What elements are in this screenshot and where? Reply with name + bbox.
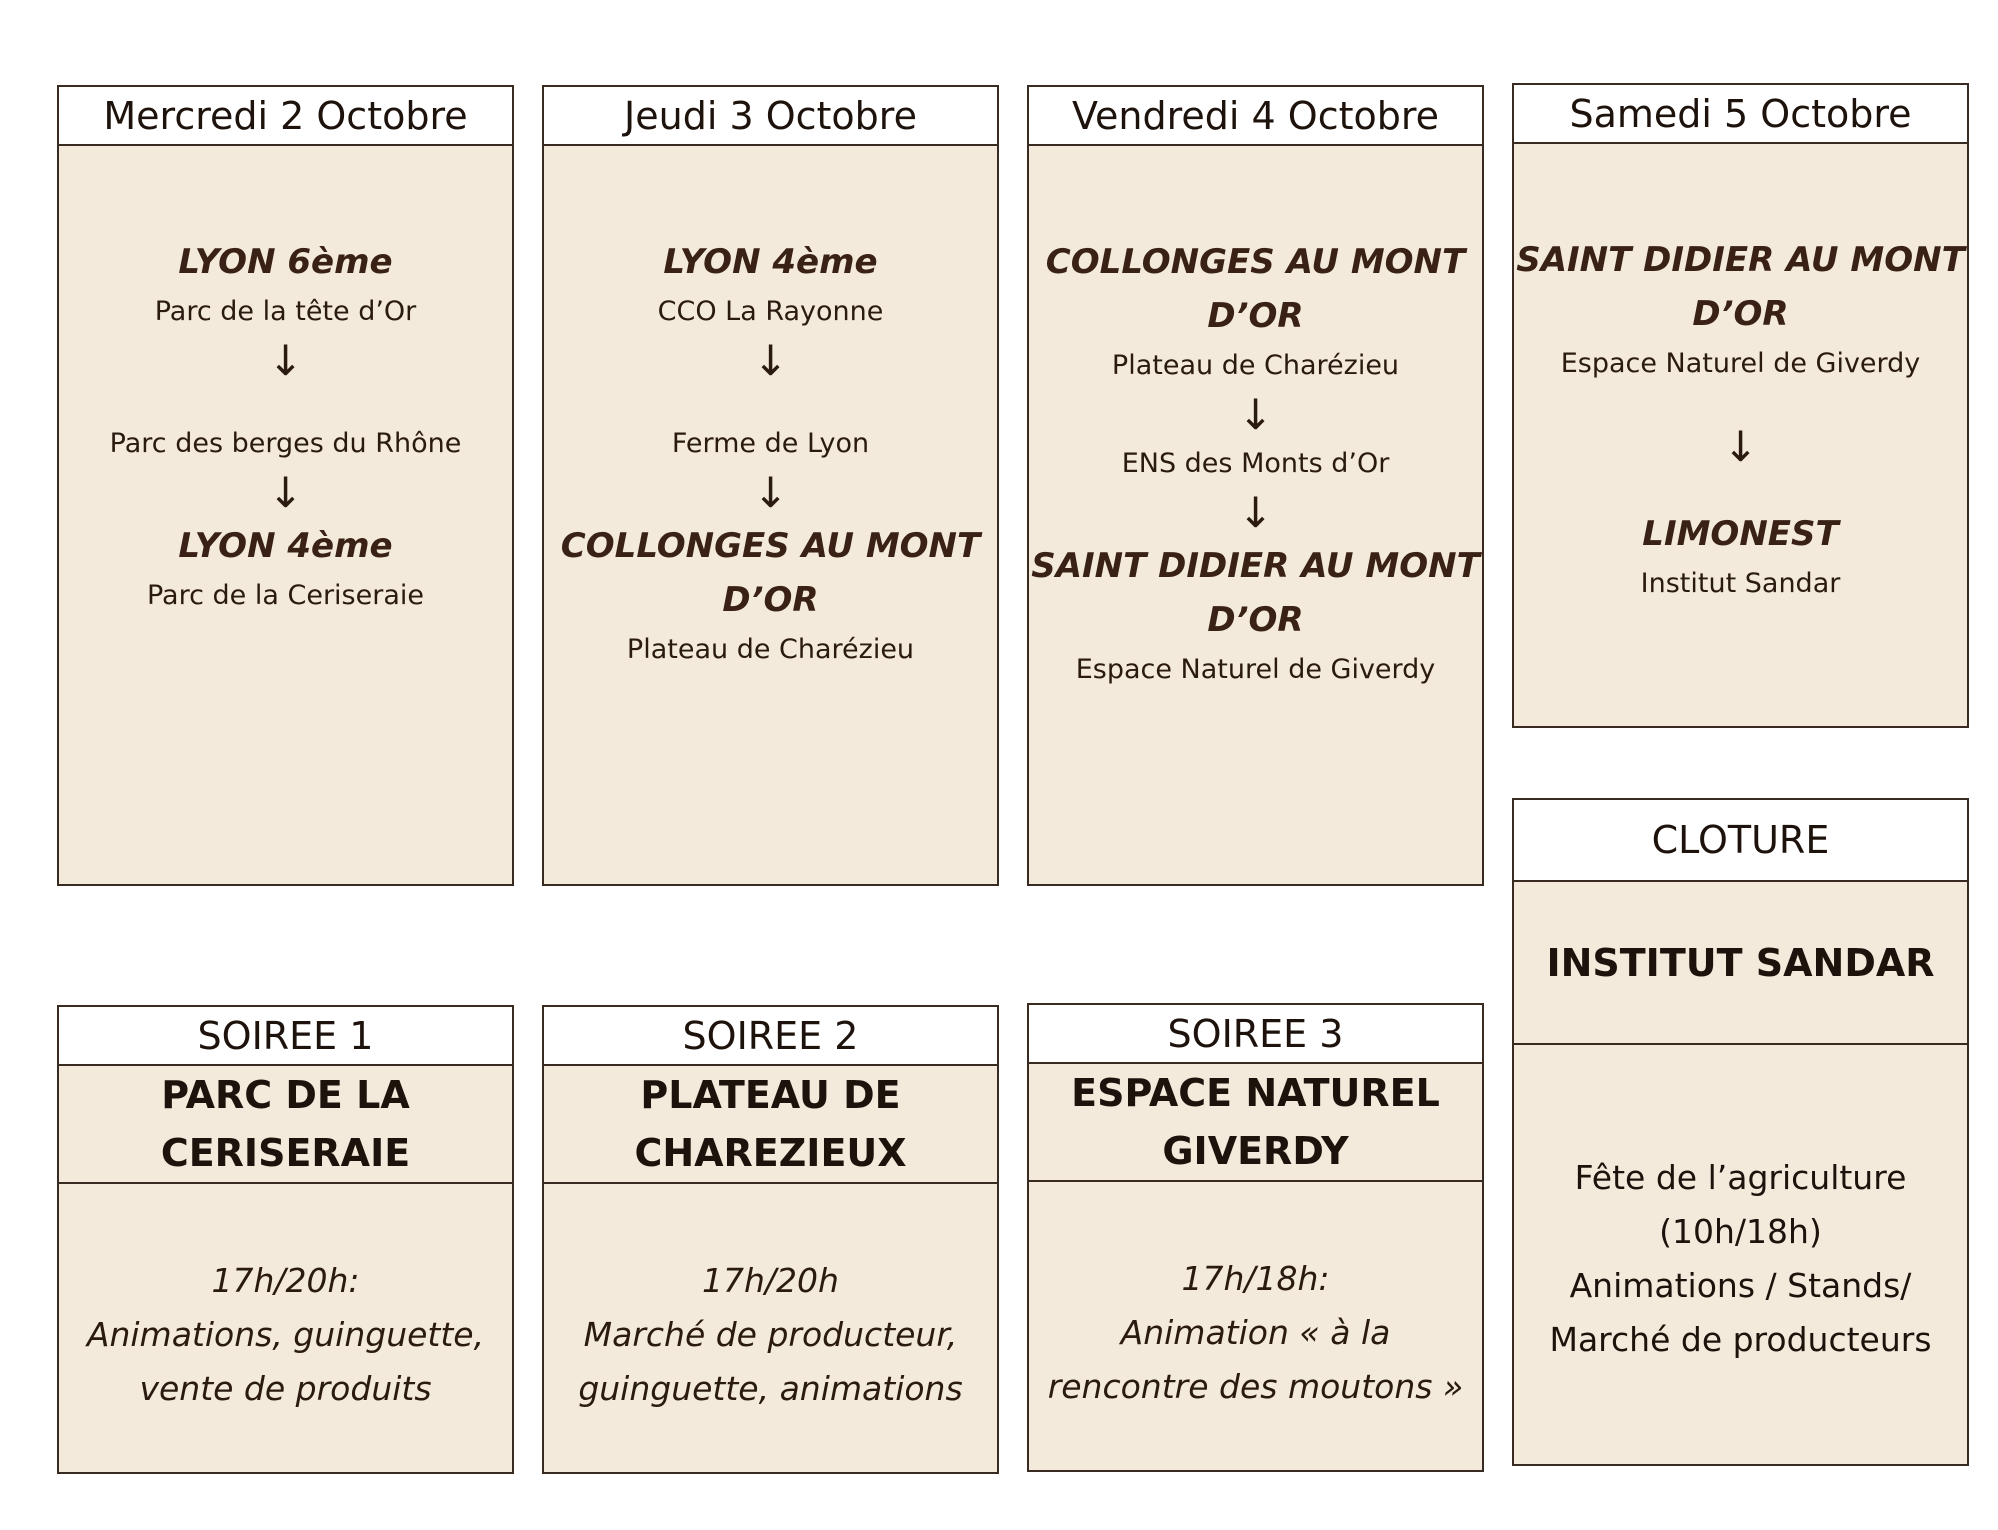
place-name: Parc de la Ceriseraie <box>146 580 424 611</box>
soiree-details <box>1029 1252 1482 1414</box>
arrow-down-icon: ↓ <box>1237 488 1274 537</box>
place-name: Parc de la tête d’Or <box>154 296 417 327</box>
soiree-header: SOIREE 1 <box>59 1007 512 1066</box>
city-name: LYON 6ème <box>178 242 393 282</box>
city-name: SAINT DIDIER AU MONT <box>1516 240 1965 280</box>
day-header: Samedi 5 Octobre <box>1514 85 1967 144</box>
city-name: COLLONGES AU MONT <box>560 526 981 566</box>
arrow-down-icon: ↓ <box>752 336 789 385</box>
arrow-down-icon: ↓ <box>267 468 304 517</box>
venue-line: CERISERAIE <box>160 1131 411 1175</box>
spacer <box>1514 473 1967 507</box>
soiree-details <box>59 1254 512 1416</box>
cloture-details <box>1514 1151 1967 1367</box>
itinerary <box>1514 233 1967 607</box>
soiree-activity: Animations, guinguette, <box>86 1315 485 1354</box>
place-name: ENS des Monts d’Or <box>1121 448 1390 479</box>
soiree-header: SOIREE 3 <box>1029 1005 1482 1064</box>
spacer <box>59 387 512 421</box>
itinerary <box>544 235 997 673</box>
soiree-card-1 <box>57 1005 514 1474</box>
venue-line: PARC DE LA <box>161 1073 410 1117</box>
soiree-venue <box>544 1066 997 1184</box>
soiree-activity: vente de produits <box>139 1369 432 1408</box>
arrow-down-icon: ↓ <box>1237 390 1274 439</box>
place-name: Institut Sandar <box>1640 568 1841 599</box>
venue-line: PLATEAU DE <box>640 1073 901 1117</box>
city-name: LYON 4ème <box>663 242 878 282</box>
soiree-time: 17h/18h: <box>1181 1259 1330 1298</box>
arrow-down-icon: ↓ <box>752 468 789 517</box>
cloture-line: Animations / Stands/ <box>1569 1266 1912 1305</box>
soiree-header: SOIREE 2 <box>544 1007 997 1066</box>
cloture-line: Fête de l’agriculture <box>1574 1158 1907 1197</box>
cloture-venue: INSTITUT SANDAR <box>1514 882 1967 1045</box>
soiree-activity: guinguette, animations <box>578 1369 963 1408</box>
place-name: Espace Naturel de Giverdy <box>1560 348 1921 379</box>
soiree-activity: Animation « à la <box>1120 1313 1391 1352</box>
city-name: D’OR <box>1692 294 1789 334</box>
soiree-card-2 <box>542 1005 999 1474</box>
cloture-line: (10h/18h) <box>1659 1212 1822 1251</box>
spacer <box>544 387 997 421</box>
day-header: Jeudi 3 Octobre <box>544 87 997 146</box>
place-name: Espace Naturel de Giverdy <box>1075 654 1436 685</box>
place-name: Plateau de Charézieu <box>626 634 915 665</box>
cloture-line: Marché de producteurs <box>1549 1320 1932 1359</box>
venue-line: CHAREZIEUX <box>634 1131 907 1175</box>
itinerary <box>59 235 512 619</box>
city-name: LIMONEST <box>1642 514 1839 554</box>
place-name: Ferme de Lyon <box>671 428 870 459</box>
soiree-activity: Marché de producteur, <box>583 1315 958 1354</box>
spacer <box>1514 387 1967 421</box>
arrow-down-icon: ↓ <box>267 336 304 385</box>
city-name: D’OR <box>722 580 819 620</box>
city-name: LYON 4ème <box>178 526 393 566</box>
place-name: Parc des berges du Rhône <box>109 428 462 459</box>
day-card-3 <box>1027 85 1484 886</box>
city-name: COLLONGES AU MONT <box>1045 242 1466 282</box>
soiree-activity: rencontre des moutons » <box>1047 1367 1464 1406</box>
soiree-time: 17h/20h: <box>211 1261 360 1300</box>
day-card-1 <box>57 85 514 886</box>
place-name: CCO La Rayonne <box>657 296 884 327</box>
soiree-details <box>544 1254 997 1416</box>
city-name: D’OR <box>1207 600 1304 640</box>
arrow-down-icon: ↓ <box>1722 422 1759 471</box>
venue-line: ESPACE NATUREL <box>1071 1071 1440 1115</box>
day-header: Vendredi 4 Octobre <box>1029 87 1482 146</box>
day-card-2 <box>542 85 999 886</box>
venue-line: GIVERDY <box>1162 1129 1349 1173</box>
place-name: Plateau de Charézieu <box>1111 350 1400 381</box>
day-header: Mercredi 2 Octobre <box>59 87 512 146</box>
day-card-4 <box>1512 83 1969 728</box>
soiree-time: 17h/20h <box>702 1261 839 1300</box>
cloture-header: CLOTURE <box>1514 800 1967 882</box>
soiree-venue <box>59 1066 512 1184</box>
itinerary <box>1029 235 1482 693</box>
cloture-card <box>1512 798 1969 1466</box>
soiree-venue <box>1029 1064 1482 1182</box>
soiree-card-3 <box>1027 1003 1484 1472</box>
city-name: SAINT DIDIER AU MONT <box>1031 546 1480 586</box>
city-name: D’OR <box>1207 296 1304 336</box>
